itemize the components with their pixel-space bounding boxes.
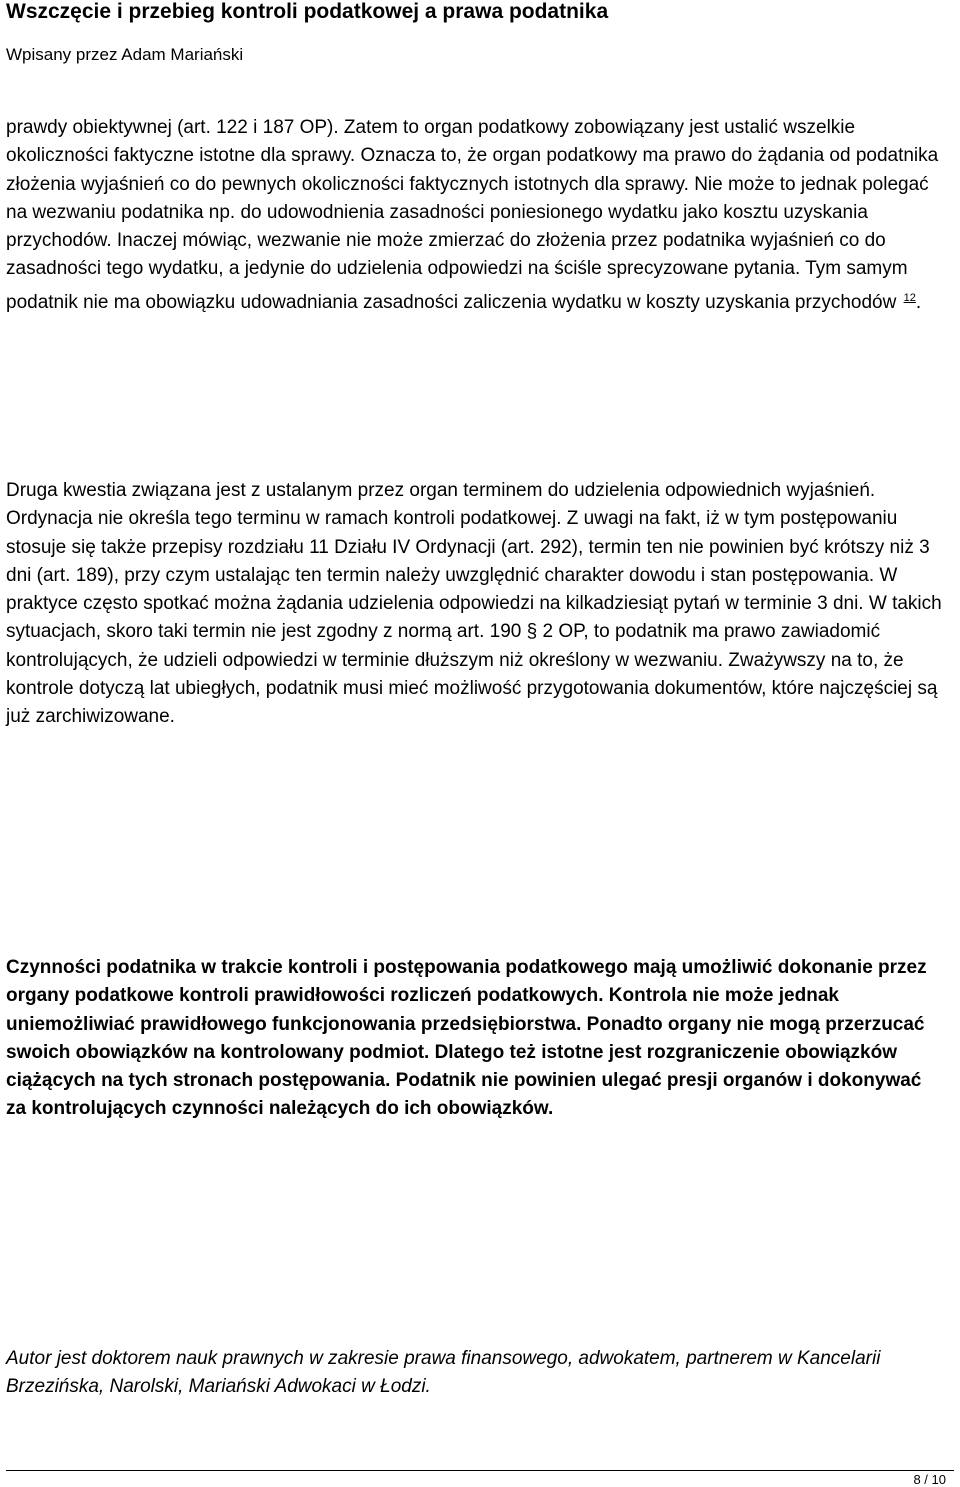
paragraph-text-a: Druga kwestia związana jest z ustalanym przez organ terminem do udzielenia odpowiednich wyjaśnień. Ordynacja nie określa tego terminu w ramach kontroli podatkowej. Z uwagi na fakt, iż w tym postępowaniu stosuje się także przepisy rozdziału 11 Działu IV Ordynacji (art. 292), termin ten nie powinien być krótszy niż 3 dni (art. 189), przy czym ustalając ten termin należy uwzględnić charakter dowodu i stan postępowania. W praktyce często spotkać można żądania udzielenia odpowiedzi na kilkadziesiąt pytań w terminie 3 dni. W takich sytuacjach, skoro taki termin nie jest zgodny z normą art. 190 (6, 480, 942, 643)
paragraph-evidence-duty (6, 114, 946, 317)
page-number: 8 / 10 (913, 1472, 946, 1487)
footer-divider (6, 1470, 954, 1471)
byline-label: Wpisany przez (6, 45, 118, 64)
section-sign: § (526, 621, 538, 643)
paragraph-summary-bold: Czynności podatnika w trakcie kontroli i postępowania podatkowego mają umożliwić dokonanie przez organy podatkowe kontroli prawidłowości rozliczeń podatkowych. Kontrola nie może jednak uniemożliwiać prawidłowego funkcjonowania przedsiębiorstwa. Ponadto organy nie mogą przerzucać swoich obowiązków na kontrolowany podmiot. Dlatego też istotne jest rozgraniczenie obowiązków ciążących na tych stronach postępowania. Podatnik nie powinien ulegać presji organów i dokonywać za kontrolujących czynności należących do ich obowiązków. (6, 957, 927, 1120)
footnote-link[interactable]: 12 (903, 291, 916, 304)
author-note: Autor jest doktorem nauk prawnych w zakresie prawa finansowego, adwokatem, partnerem w Kancelarii Brzezińska, Narolski, Mariański Adwokaci w Łodzi. (6, 1348, 881, 1398)
page-header (6, 0, 954, 66)
document-title: Wszczęcie i przebieg kontroli podatkowej a prawa podatnika (6, 0, 609, 23)
paragraph-text: prawdy obiektywnej (art. 122 i 187 OP). Zatem to organ podatkowy zobowiązany jest ustalić wszelkie okoliczności faktyczne istotne dla sprawy. Oznacza to, że organ podatkowy ma prawo do żądania od podatnika złożenia wyjaśnień co do pewnych okoliczności faktycznych istotnych dla sprawy. Nie może to jednak polegać na wezwaniu podatnika np. do udowodnienia zasadności poniesionego wydatku jako kosztu uzyskania przychodów. Inaczej mówiąc, wezwanie nie może zmierzać do złożenia przez podatnika wyjaśnień co do zasadności tego wydatku, a jedynie do udzielenia odpowiedzi na ściśle sprecyzowane pytania. Tym samym podatnik nie ma obowiązku udowadniania zasadności zaliczenia wydatku w koszty uzyskania przychodów (6, 117, 939, 313)
paragraph-text-b: 2 OP, to podatnik ma prawo zawiadomić kontrolujących, że udzieli odpowiedzi w terminie dłuższym niż określony w wezwaniu. Zważywszy na to, że kontrole dotyczą lat ubiegłych, podatnik musi mieć możliwość przygotowania dokumentów, które najczęściej są już zarchiwizowane. (6, 621, 938, 728)
byline (6, 44, 954, 66)
paragraph-end: . (915, 291, 922, 313)
author-link[interactable]: Adam Mariański (121, 45, 244, 64)
paragraph-deadline (6, 477, 946, 732)
